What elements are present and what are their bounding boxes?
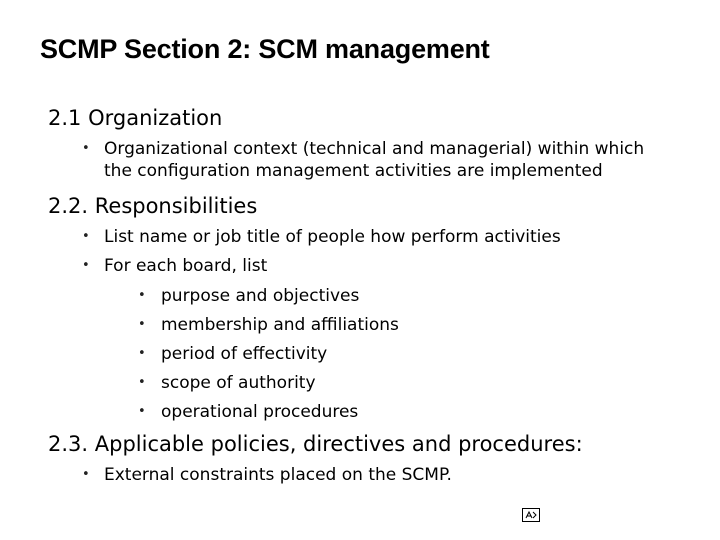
sub-bullet-item [138, 343, 708, 365]
section-heading: 2.1 Organization [48, 106, 223, 130]
bullet-dot: • [82, 141, 90, 156]
bullet-dot: • [82, 258, 90, 273]
bullet-dot: • [138, 404, 146, 419]
bullet-dot: • [138, 375, 146, 390]
sub-bullet-item [138, 372, 708, 394]
sub-bullet-text: scope of authority [161, 373, 316, 393]
section-heading: 2.3. Applicable policies, directives and procedures: [48, 432, 583, 456]
bullet-dot: • [82, 467, 90, 482]
bullet-text: List name or job title of people how perform activities [104, 227, 561, 247]
section-responsibilities [48, 192, 708, 423]
bullet-item [82, 138, 664, 182]
bullet-list [48, 138, 708, 182]
sub-bullet-list [104, 285, 708, 423]
bullet-text: External constraints placed on the SCMP. [104, 465, 452, 485]
sub-bullet-text: period of effectivity [161, 344, 328, 364]
section-organization [48, 104, 708, 182]
bullet-dot: • [138, 317, 146, 332]
bullet-item [82, 255, 708, 423]
sub-bullet-item [138, 401, 708, 423]
bullet-text: For each board, list [104, 256, 268, 276]
bullet-dot: • [138, 288, 146, 303]
slide-navigation-icon[interactable] [522, 508, 540, 522]
bullet-dot: • [82, 229, 90, 244]
sub-bullet-text: operational procedures [161, 402, 359, 422]
bullet-item [82, 226, 708, 248]
section-heading: 2.2. Responsibilities [48, 194, 258, 218]
sub-bullet-text: membership and affiliations [161, 315, 399, 335]
bullet-item [82, 464, 708, 486]
sub-bullet-text: purpose and objectives [161, 286, 360, 306]
bullet-list [48, 464, 708, 486]
bullet-text: Organizational context (technical and managerial) within which the configuration management activities are implemented [104, 139, 645, 181]
bullet-list [48, 226, 708, 423]
section-policies [48, 430, 708, 486]
slide-content [48, 104, 708, 493]
slide-title: SCMP Section 2: SCM management [40, 34, 490, 64]
bullet-dot: • [138, 346, 146, 361]
sub-bullet-item [138, 314, 708, 336]
sub-bullet-item [138, 285, 708, 307]
